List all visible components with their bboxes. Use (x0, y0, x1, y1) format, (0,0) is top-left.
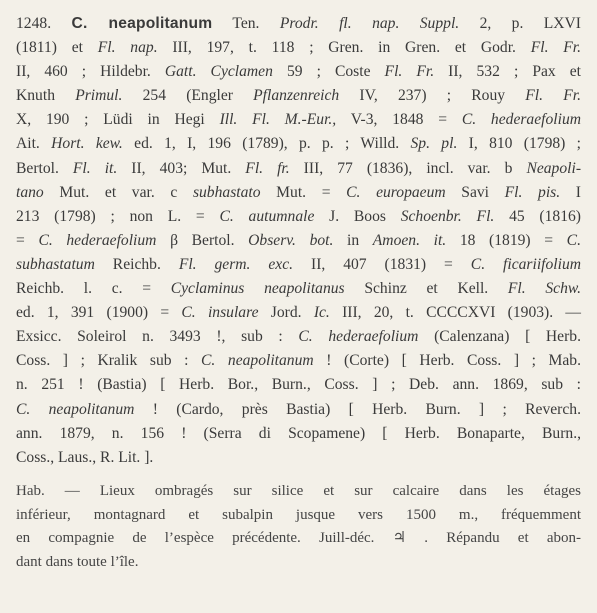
text-run: Fl. germ. exc. (178, 255, 294, 273)
text-run: C. neapolitanum (71, 15, 213, 32)
text-run: Cyclaminus neapolitanus (170, 280, 345, 298)
text-run: I (560, 183, 581, 201)
species-entry (16, 12, 581, 470)
text-run: Ten. (212, 15, 280, 32)
text-run: II, 407 (1831) = (293, 255, 471, 273)
text-run: I, 810 (1798) ; (457, 135, 582, 153)
text-run: II, 403; Mut. (117, 159, 246, 177)
text-run: Hort. kew. (51, 135, 123, 153)
text-run: Reichb. l. c. = (16, 280, 171, 298)
text-run: C. hederaefolium (298, 328, 419, 346)
text-run: II, 532 ; Pax et (434, 63, 582, 81)
text-run: J. Boos (314, 207, 401, 225)
text-run: 1248. (16, 15, 72, 32)
text-run: 254 (Engler (122, 87, 254, 105)
text-run: Fl. Fr. (530, 39, 581, 57)
text-run: 18 (1819) = (446, 231, 567, 249)
habitat-line (16, 551, 581, 575)
text-run: Fl. Fr. (525, 87, 581, 105)
text-run: Coss. ] ; Kralik sub : (16, 352, 202, 370)
entry-line (16, 108, 581, 132)
text-run: = (16, 231, 39, 249)
text-run: Schoenbr. Fl. (400, 207, 495, 225)
text-run: Reichb. (94, 255, 179, 273)
text-run: III, 197, t. 118 ; Gren. in Gren. et Godr. (157, 39, 531, 57)
text-run: Ait. (16, 135, 52, 153)
text-run: subhastato (192, 183, 261, 201)
text-run: (Calenzana) [ Herb. (418, 328, 581, 346)
text-run: ann. 1879, n. 156 ! (Serra di Scopamene) [ Herb. Bonaparte, Burn., (16, 424, 581, 442)
entry-line (16, 277, 581, 301)
text-run: C. europaeum (346, 183, 446, 201)
entry-line (16, 132, 581, 156)
text-run: C. neapolitanum (16, 400, 135, 418)
habitat-paragraph (16, 480, 581, 575)
text-run: Coss., Laus., R. Lit. ]. (16, 448, 154, 466)
entry-line (16, 229, 581, 253)
text-run: Ic. (313, 304, 330, 322)
entry-line (16, 36, 581, 60)
text-run: tano (16, 183, 44, 201)
text-run: 45 (1816) (494, 207, 582, 225)
text-run: Fl. Schw. (507, 280, 582, 298)
text-run: 213 (1798) ; non L. = (16, 207, 220, 225)
habitat-line (16, 504, 581, 528)
text-run: subhastatum (16, 255, 95, 273)
habitat-line (16, 480, 581, 504)
text-run: Primul. (75, 87, 123, 105)
entry-line (16, 373, 581, 397)
entry-line (16, 301, 581, 325)
text-run: ed. 1, 391 (1900) = (16, 304, 182, 322)
text-run: Pflanzenreich (253, 87, 340, 105)
text-run: Mut. et var. c (43, 183, 193, 201)
entry-line (16, 325, 581, 349)
text-run: X, 190 ; Lüdi in Hegi (16, 111, 220, 129)
text-run: IV, 237) ; Rouy (339, 87, 526, 105)
text-run: Prodr. fl. nap. Suppl. (279, 15, 460, 32)
text-run: Schinz et Kell. (344, 280, 508, 298)
text-run: Neapoli- (526, 159, 582, 177)
text-run: C. hederaefolium (38, 231, 157, 249)
text-run: ed. 1, I, 196 (1789), p. p. ; Willd. (122, 135, 411, 153)
text-run: Knuth (16, 87, 76, 105)
text-run: Fl. Fr. (384, 63, 435, 81)
text-run: Fl. pis. (504, 183, 561, 201)
text-run: Gatt. Cyclamen (164, 63, 273, 81)
text-run: C. neapolitanum (201, 352, 314, 370)
text-run: Fl. it. (72, 159, 118, 177)
text-run: Fl. nap. (97, 39, 158, 57)
text-run: dant dans toute l’île. (16, 554, 139, 571)
text-run: Mut. = (260, 183, 347, 201)
entry-line (16, 349, 581, 373)
text-run: V-3, 1848 = (336, 111, 462, 129)
text-run: C. hederaefolium (461, 111, 581, 129)
entry-line (16, 60, 581, 84)
habitat-line (16, 527, 581, 551)
text-run: Amoen. it. (372, 231, 447, 249)
text-run: in (333, 231, 373, 249)
text-run: 59 ; Coste (272, 63, 385, 81)
text-run: β Bertol. (156, 231, 249, 249)
text-run: C. autumnale (219, 207, 315, 225)
text-run: C. (566, 231, 581, 249)
text-run: III, 20, t. CCCCXVI (1903). — (329, 304, 582, 322)
text-run: C. insulare (181, 304, 259, 322)
text-run: Hab. — Lieux ombragés sur silice et sur calcaire dans les étages (16, 482, 581, 499)
text-run: Sp. pl. (410, 135, 458, 153)
entry-line (16, 84, 581, 108)
text-run: II, 460 ; Hildebr. (16, 63, 165, 81)
entry-line (16, 253, 581, 277)
text-run: III, 77 (1836), incl. var. b (289, 159, 527, 177)
text-run: Savi (445, 183, 505, 201)
text-run: inférieur, montagnard et subalpin jusque vers 1500 m., fréquemment (16, 506, 581, 523)
entry-line (16, 446, 581, 470)
text-run: Exsicc. Soleirol n. 3493 !, sub : (16, 328, 299, 346)
text-run: Ill. Fl. M.-Eur., (219, 111, 337, 129)
text-run: Fl. fr. (245, 159, 290, 177)
text-run: ! (Corte) [ Herb. Coss. ] ; Mab. (313, 352, 581, 370)
entry-line (16, 205, 581, 229)
text-run: C. ficariifolium (470, 255, 582, 273)
entry-line (16, 181, 581, 205)
text-run: en compagnie de l’espèce précédente. Juill-déc. ♃ . Répandu et abon- (16, 530, 581, 547)
text-run: ! (Cardo, près Bastia) [ Herb. Burn. ] ; Reverch. (134, 400, 581, 418)
text-run: Jord. (258, 304, 314, 322)
text-run: 2, p. LXVI (459, 15, 581, 32)
text-run: n. 251 ! (Bastia) [ Herb. Bor., Burn., Coss. ] ; Deb. ann. 1869, sub : (16, 376, 581, 394)
text-run: (1811) et (16, 39, 98, 57)
text-run: Bertol. (16, 159, 73, 177)
entry-line (16, 12, 581, 36)
entry-line (16, 422, 581, 446)
text-run: Observ. bot. (248, 231, 334, 249)
entry-line (16, 157, 581, 181)
entry-line (16, 398, 581, 422)
